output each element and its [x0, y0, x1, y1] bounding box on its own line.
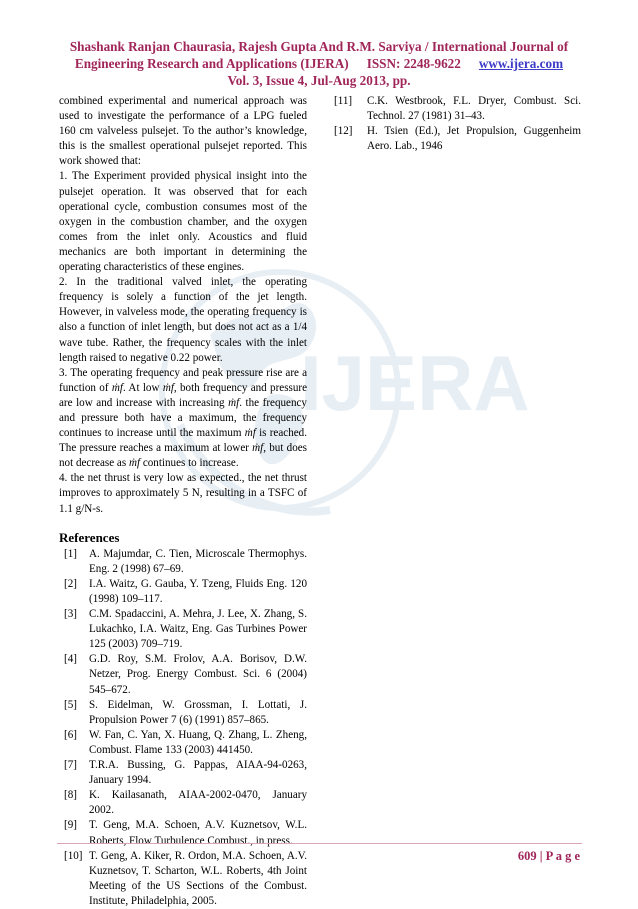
point3-text-d: . the frequency and pressure both have a maximum, the frequency continues to increase until the maximum — [59, 396, 307, 440]
point3-text-e: is reached. The pressure reaches a maximum at lower — [59, 427, 307, 455]
mass-flow-symbol: ṁf — [228, 396, 240, 409]
references-heading: References — [59, 529, 120, 545]
reference-item — [59, 652, 307, 697]
reference-number: [8] — [64, 789, 77, 802]
reference-number: [2] — [64, 577, 77, 590]
paragraph-point-4: 4. the net thrust is very low as expected., the net thrust improves to approximately 5 N, resulting in a TSFC of 1.1 g/N-s. — [59, 472, 307, 515]
reference-item — [334, 94, 581, 124]
point3-text-c: , both frequency and pressure are low and increase with increasing — [59, 381, 307, 409]
references-list-left — [59, 547, 307, 909]
reference-item — [59, 728, 307, 758]
reference-text: T.R.A. Bussing, G. Pappas, AIAA-94-0263, January 1994. — [89, 759, 307, 787]
reference-text: H. Tsien (Ed.), Jet Propulsion, Guggenheim Aero. Lab., 1946 — [367, 125, 581, 153]
point3-text-f: , but does not decrease as — [59, 442, 307, 470]
reference-number: [1] — [64, 547, 77, 560]
mass-flow-symbol: ṁf — [111, 381, 123, 394]
reference-item — [59, 758, 307, 788]
header-volume: Vol. 3, Issue 4, Jul-Aug 2013, pp. — [227, 73, 411, 88]
reference-text: C.M. Spadaccini, A. Mehra, J. Lee, X. Zhang, S. Lukachko, I.A. Waitz, Eng. Gas Turbines Power 125 (2003) 709–719. — [89, 608, 307, 651]
reference-text: I.A. Waitz, G. Gauba, Y. Tzeng, Fluids Eng. 120 (1998) 109–117. — [89, 577, 307, 605]
reference-number: [9] — [64, 819, 77, 832]
paragraph-point-2: 2. In the traditional valved inlet, the operating frequency is solely a function of the jet length. However, in valveless mode, the operating frequency is also a function of inlet length, but does not act as a 1/4 wave tube. Rather, the frequency scales with the inlet length raised to negative 0.22 power. — [59, 276, 307, 364]
references-list-right — [334, 94, 581, 154]
reference-item — [59, 547, 307, 577]
mass-flow-symbol: ṁf — [244, 427, 256, 440]
reference-number: [11] — [334, 95, 353, 107]
page-number: 609 | P a g e — [517, 849, 580, 863]
reference-number: [7] — [64, 759, 77, 772]
reference-item — [59, 818, 307, 848]
left-column — [59, 94, 307, 909]
reference-number: [10] — [64, 849, 83, 862]
reference-number: [12] — [334, 125, 353, 138]
reference-text: C.K. Westbrook, F.L. Dryer, Combust. Sci. Technol. 27 (1981) 31–43. — [367, 95, 581, 123]
reference-item — [59, 788, 307, 818]
mass-flow-symbol: ṁf — [162, 381, 174, 394]
header-journal: Engineering Research and Applications (IJERA) — [74, 56, 349, 71]
reference-text: A. Majumdar, C. Tien, Microscale Thermophys. Eng. 2 (1998) 67–69. — [89, 547, 307, 575]
header-issn: ISSN: 2248-9622 — [366, 56, 461, 71]
reference-item — [59, 698, 307, 728]
header-authors: Shashank Ranjan Chaurasia, Rajesh Gupta And R.M. Sarviya / International Journal of — [69, 39, 569, 54]
reference-text: G.D. Roy, S.M. Frolov, A.A. Borisov, D.W. Netzer, Prog. Energy Combust. Sci. 6 (2004) 545–672. — [89, 653, 307, 696]
reference-item — [59, 577, 307, 607]
reference-text: S. Eidelman, W. Grossman, I. Lottati, J. Propulsion Power 7 (6) (1991) 857–865. — [89, 698, 307, 726]
reference-text: W. Fan, C. Yan, X. Huang, Q. Zhang, L. Zheng, Combust. Flame 133 (2003) 441450. — [89, 728, 307, 756]
reference-number: [4] — [64, 653, 77, 666]
point3-text-g: continues to increase. — [142, 457, 239, 470]
reference-number: [3] — [64, 608, 77, 621]
reference-number: [5] — [64, 698, 77, 711]
paragraph-point-1: 1. The Experiment provided physical insight into the pulsejet operation. It was observed that for each operational cycle, combustion consumes most of the oxygen in the combustion chamber, and the oxygen comes from the inlet only. Acoustics and fluid mechanics are both important in determining the operating characteristics of these engines. — [59, 170, 307, 274]
right-column — [334, 94, 581, 154]
reference-text: K. Kailasanath, AIAA-2002-0470, January 2002. — [89, 789, 307, 817]
watermark-text: IJERA — [300, 339, 530, 427]
mass-flow-symbol: ṁf — [252, 442, 264, 455]
paragraph-intro: combined experimental and numerical approach was used to investigate the performance of a LPG fueled 160 cm valveless pulsejet. To the author’s knowledge, this is the smallest operational pulsejet reported. This work showed that: — [59, 95, 307, 168]
reference-text: T. Geng, A. Kiker, R. Ordon, M.A. Schoen, A.V. Kuznetsov, T. Scharton, W.L. Roberts, 4th Joint Meeting of the US Sections of the Combust. Institute, Philadelphia, 2005. — [89, 849, 307, 907]
reference-item — [59, 849, 307, 909]
reference-text: T. Geng, M.A. Schoen, A.V. Kuznetsov, W.L. Roberts, Flow Turbulence Combust., in press. — [89, 819, 307, 847]
mass-flow-symbol: ṁf — [128, 457, 141, 470]
page-header — [40, 38, 598, 89]
reference-item — [334, 124, 581, 154]
journal-link[interactable]: www.ijera.com — [478, 56, 564, 71]
footer-divider — [57, 843, 582, 844]
point3-text-a: 3. The operating frequency and peak pressure rise are a function of — [59, 366, 307, 394]
reference-number: [6] — [64, 728, 77, 741]
point3-text-b: . At low — [122, 381, 160, 394]
header-journal-line — [40, 55, 598, 72]
reference-item — [59, 607, 307, 652]
paragraph-point-3 — [59, 366, 307, 472]
